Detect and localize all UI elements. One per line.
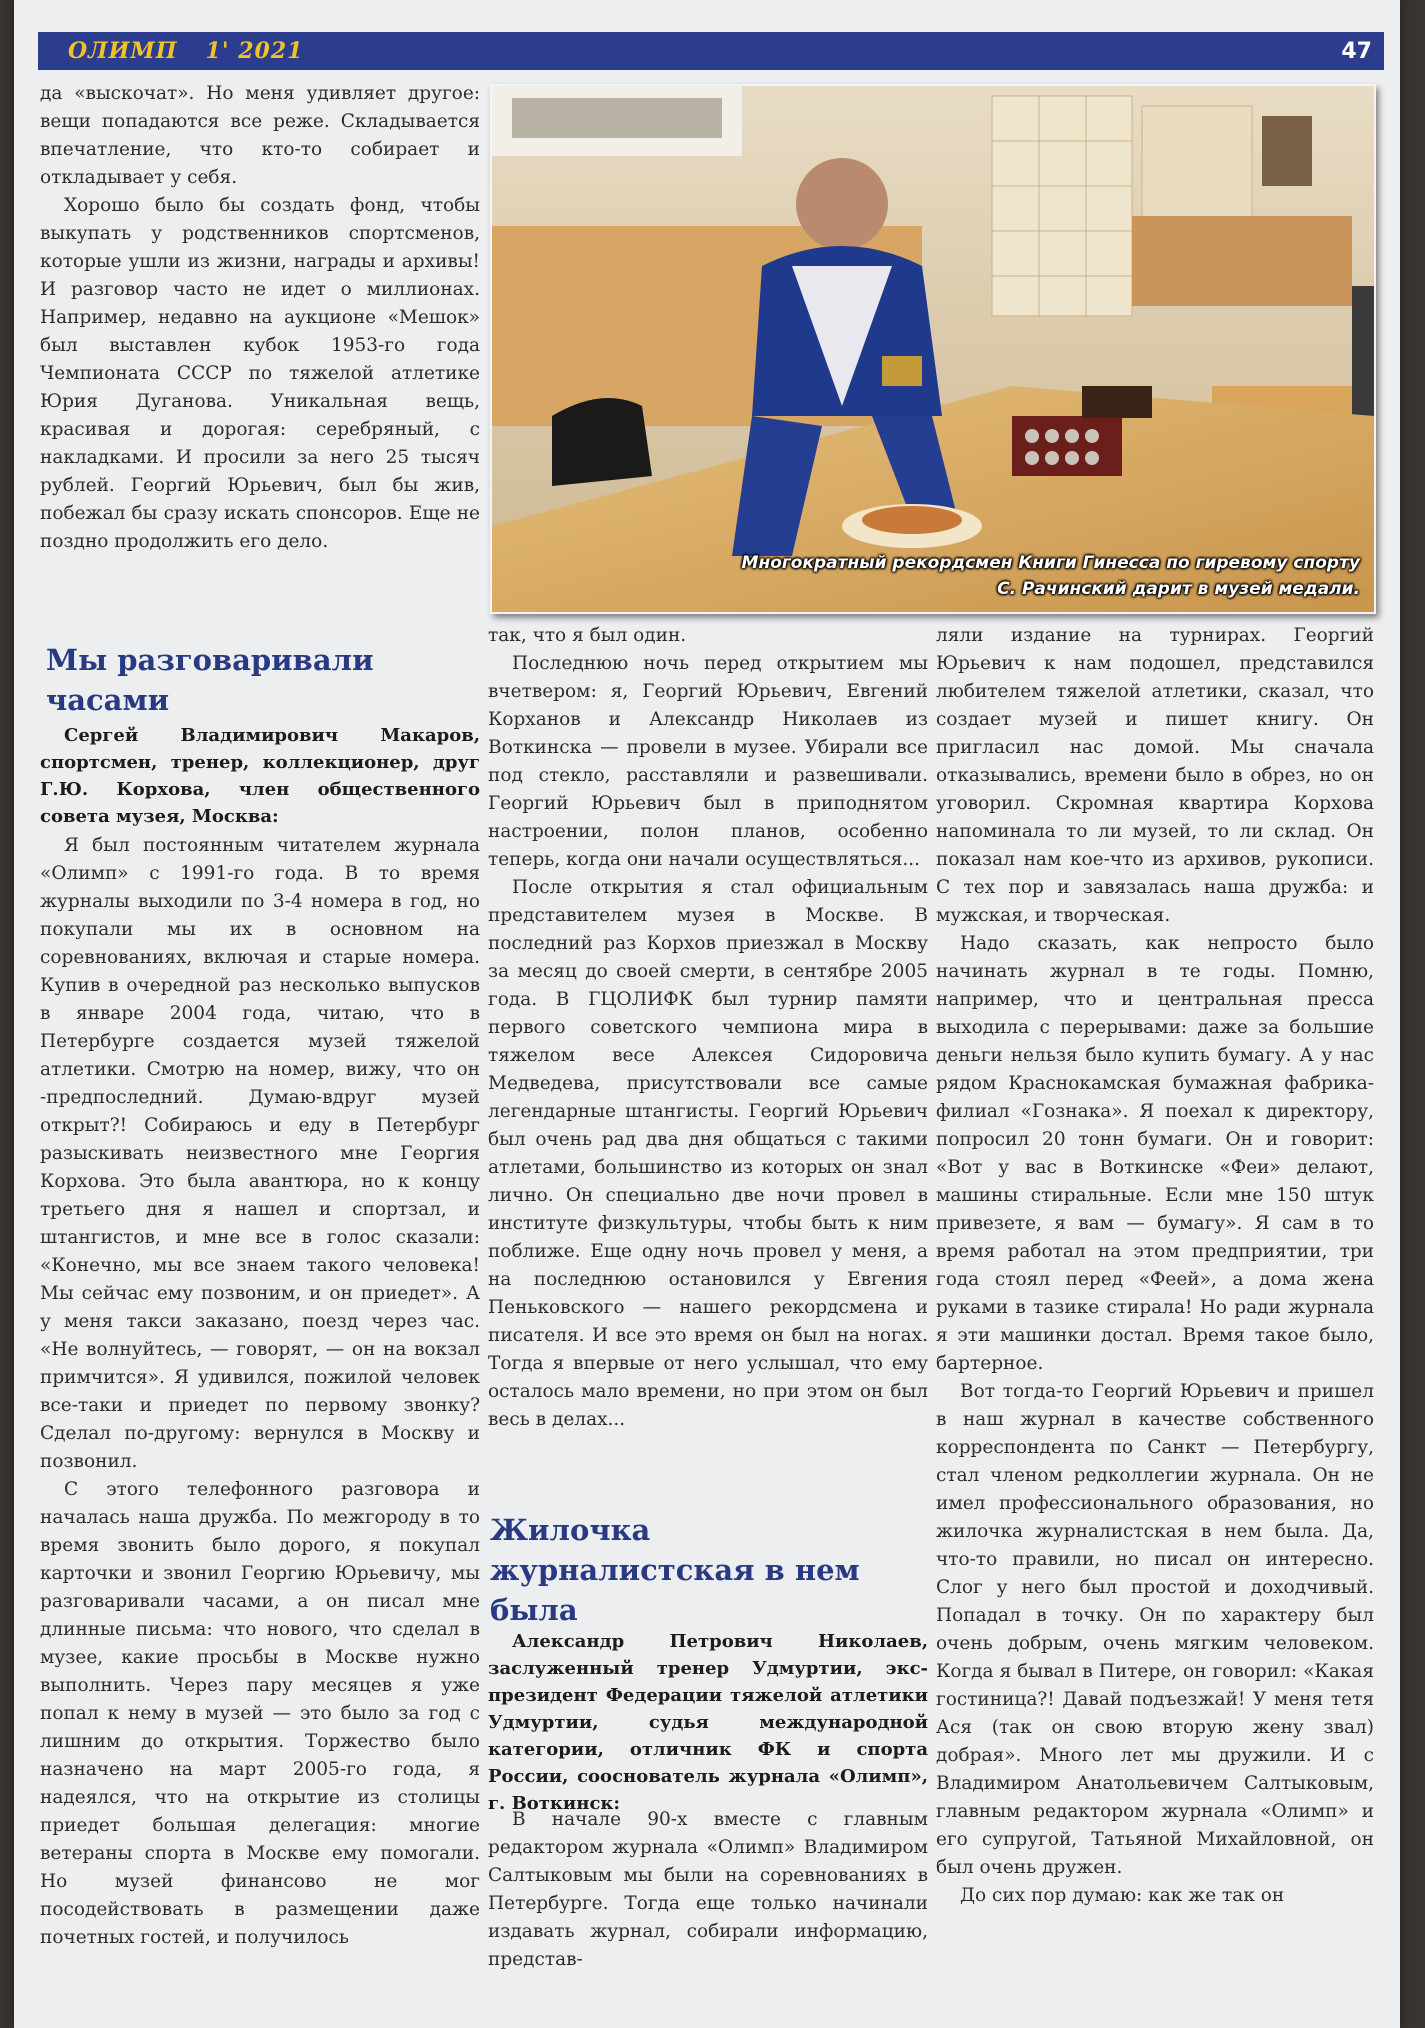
magazine-page [14, 0, 1400, 2028]
paragraph: Последнюю ночь перед открытием мы вчетвером: я, Георгий Юрьевич, Евгений Корханов и Александр Николаев из Воткинска — провели в музее. Убирали все под стекло, расставляли и развешивали. Георгий Юрьевич был в приподнятом настроении, полон планов, особенно теперь, когда они начали осуществляться... [488, 653, 928, 870]
column-2-top [488, 622, 928, 1434]
section-heading: Мы разговаривали часами [46, 643, 374, 717]
paragraph: Хорошо было бы создать фонд, чтобы выкупать у родственников спортсменов, которые ушли из жизни, награды и архивы! И разговор часто не идет о миллионах. Например, недавно на аукционе «Мешок» был выставлен кубок 1953-го года Чемпионата СССР по тяжелой атлетике Юрия Дуганова. Уникальная вещь, красивая и дорогая: серебряный, с накладками. И просили за него 25 тысяч рублей. Георгий Юрьевич, был бы жив, побежал бы сразу искать спонсоров. Еще не поздно продолжить его дело. [40, 195, 480, 552]
column-2-body [488, 1806, 928, 1974]
paragraph: ляли издание на турнирах. Георгий Юрьевич к нам подошел, представился любителем тяжелой атлетики, сказал, что создает музей и пишет книгу. Он пригласил нас домой. Мы сначала отказывались, времени было в обрез, но он уговорил. Скромная квартира Корхова напоминала то ли музей, то ли склад. Он показал нам кое-что из архивов, рукописи. С тех пор и завязалась наша дружба: и мужская, и творческая. [936, 625, 1374, 926]
caption-line: С. Рачинский дарит в музей медали. [997, 579, 1360, 599]
issue-number: 1' 2021 [205, 38, 304, 64]
caption-line: Многократный рекордсмен Книги Гинесса по гиревому спорту [741, 553, 1360, 573]
paragraph: так, что я был один. [488, 625, 687, 646]
paragraph: Я был постоянным читателем журнала «Олимп» с 1991-го года. В то время журналы выходили по 3-4 номера в год, но покупали мы их в основном на соревнованиях, включая и старые номера. Купив в очередной раз несколько выпусков в январе 2004 года, читаю, что в Петербурге создается музей тяжелой атлетики. Смотрю на номер, вижу, что он -предпоследний. Думаю-вдруг музей открыт?! Собираюсь и еду в Петербург разыскивать неизвестного мне Георгия Корхова. Это была авантюра, но к концу третьего дня я нашел и спортзал, и штангистов, и мне все в голос сказали: «Конечно, мы все знаем такого человека! Мы сейчас ему позвоним, и он приедет». А у меня такси заказано, поезд через час. «Не волнуйтесь, — говорят, — он на вокзал примчится». Я удивился, пожилой человек все-таки и приедет по первому звонку? Сделал по-другому: вернулся в Москву и позвонил. [40, 835, 480, 1472]
paragraph: Надо сказать, как непросто было начинать журнал в те годы. Помню, например, что и центральная пресса выходила с перерывами: даже за большие деньги нельзя было купить бумагу. А у нас рядом Краснокамская бумажная фабрика-филиал «Гознака». Я поехал к директору, попросил 20 тонн бумаги. Он и говорит: «Вот у вас в Воткинске «Феи» делают, машины стиральные. Если мне 150 штук привезете, я вам — бумагу». Я сам в то время работал на этом предприятии, три года стоял перед «Феей», а дома жена руками в тазике стирала! Но ради журнала я эти машинки достал. Время такое было, бартерное. [936, 933, 1374, 1374]
page-number: 47 [1341, 38, 1372, 64]
paragraph: До сих пор думаю: как же так он [960, 1885, 1285, 1906]
photo-caption [742, 550, 1360, 602]
column-3 [936, 622, 1374, 1910]
paragraph: В начале 90-х вместе с главным редактором журнала «Олимп» Владимиром Салтыковым мы были на соревнованиях в Петербурге. Тогда еще только начинали издавать журнал, собирали информацию, представ- [488, 1809, 928, 1970]
article-photo [490, 84, 1376, 614]
paragraph: С этого телефонного разговора и началась наша дружба. По межгороду в то время звонить было дорого, я покупал карточки и звонил Георгию Юрьевичу, мы разговаривали часами, а он писал мне длинные письма: что нового, что сделал в музее, какие просьбы в Москве нужно выполнить. Через пару месяцев я уже попал к нему в музей — это было за год с лишним до открытия. Торжество было назначено на март 2005-го года, я надеялся, что на открытие из столицы приедет большая делегация: многие ветераны спорта в Москве ему помогали. Но музей финансово не мог посодействовать в размещении даже почетных гостей, и получилось [40, 1479, 480, 1948]
byline: Александр Петрович Николаев, заслуженный тренер Удмуртии, экс-президент Федерации тяжелой атлетики Удмуртии, судья международной категории, отличник ФК и спорта России, сооснователь журнала «Олимп», г. Воткинск: [488, 1631, 928, 1814]
page-header [38, 32, 1384, 70]
paragraph: да «выскочат». Но меня удивляет другое: вещи попадаются все реже. Складывается впечатление, что кто-то собирает и откладывает у себя. [40, 83, 480, 188]
photo-illustration [492, 86, 1374, 612]
section-heading: Жилочка журналистская в нем была [490, 1513, 860, 1627]
column-1-top [40, 80, 480, 556]
paragraph: Вот тогда-то Георгий Юрьевич и пришел в наш журнал в качестве собственного корреспондента по Санкт — Петербургу, стал членом редколлегии журнала. Он не имел профессионального образования, но жилочка журналистская в нем была. Да, что-то правили, но писал он интересно. Слог у него был простой и доходчивый. Попадал в точку. Он по характеру был очень добрым, очень мягким человеком. Когда я бывал в Питере, он говорил: «Какая гостиница?! Давай подъезжай! У меня тетя Ася (так он свою вторую жену звал) добрая». Много лет мы дружили. И с Владимиром Анатольевичем Салтыковым, главным редактором журнала «Олимп» и его супругой, Татьяной Михайловной, он был очень дружен. [936, 1381, 1374, 1878]
column-1-body [40, 832, 480, 1952]
magazine-title: ОЛИМП [68, 38, 178, 64]
paragraph: После открытия я стал официальным представителем музея в Москве. В последний раз Корхов приезжал в Москву за месяц до своей смерти, в сентябре 2005 года. В ГЦОЛИФК был турнир памяти первого советского чемпиона мира в тяжелом весе Алексея Сидоровича Медведева, присутствовали все самые легендарные штангисты. Георгий Юрьевич был очень рад два дня общаться с такими атлетами, большинство из которых он знал лично. Он специально две ночи провел в институте физкультуры, чтобы быть к ним поближе. Еще одну ночь провел у меня, а на последнюю остановился у Евгения Пеньковского — нашего рекордсмена и писателя. И все это время он был на ногах. Тогда я впервые от него услышал, что ему осталось мало времени, но при этом он был весь в делах... [488, 877, 928, 1430]
byline: Сергей Владимирович Макаров, спортсмен, тренер, коллекционер, друг Г.Ю. Корхова, член общественного совета музея, Москва: [40, 725, 480, 827]
